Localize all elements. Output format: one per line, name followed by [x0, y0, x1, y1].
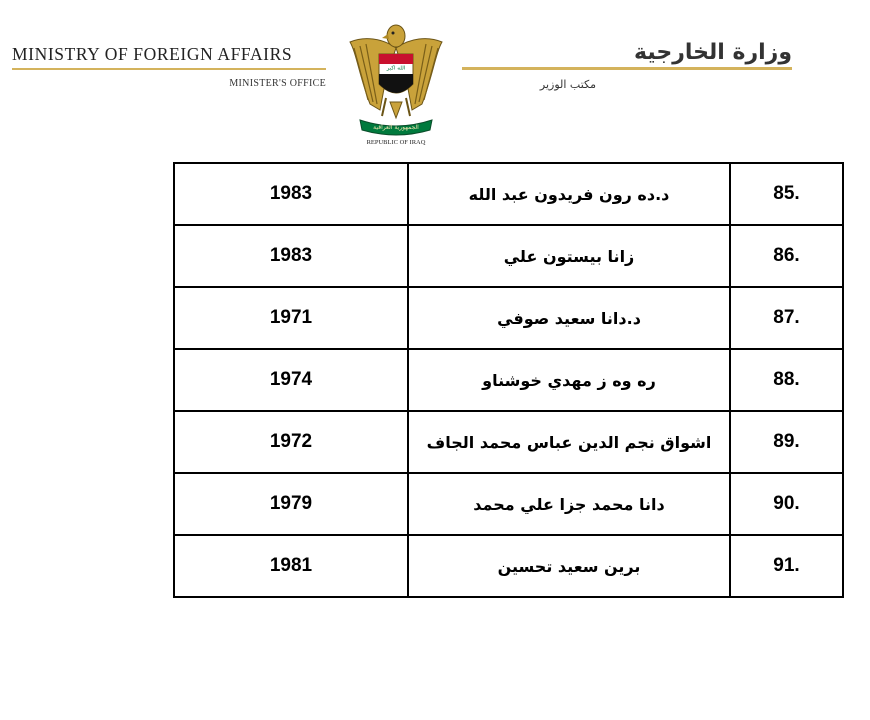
emblem-caption: REPUBLIC OF IRAQ: [366, 139, 426, 146]
number-cell: 86.: [730, 225, 843, 287]
number-cell: 90.: [730, 473, 843, 535]
arabic-heading-rule: [462, 67, 792, 70]
name-cell: زانا بيستون علي: [408, 225, 730, 287]
year-cell: 1974: [174, 349, 408, 411]
english-heading-rule: [12, 68, 326, 70]
number-cell: 89.: [730, 411, 843, 473]
emblem-flag-text: الله اكبر: [386, 65, 406, 72]
ministry-name-arabic: وزارة الخارجية: [634, 40, 792, 65]
year-cell: 1972: [174, 411, 408, 473]
number-cell: 88.: [730, 349, 843, 411]
names-table-body: [174, 163, 843, 597]
table-row: [174, 535, 843, 597]
table-row: [174, 287, 843, 349]
names-table: [173, 162, 844, 598]
name-cell: اشواق نجم الدين عباس محمد الجاف: [408, 411, 730, 473]
name-cell: برين سعيد تحسين: [408, 535, 730, 597]
name-cell: د.دانا سعيد صوفي: [408, 287, 730, 349]
office-name-arabic: مكتب الوزير: [539, 78, 596, 91]
year-cell: 1971: [174, 287, 408, 349]
number-cell: 91.: [730, 535, 843, 597]
name-cell: ره وه ز مهدي خوشناو: [408, 349, 730, 411]
table-row: [174, 411, 843, 473]
arabic-heading: [462, 40, 792, 91]
table-row: [174, 473, 843, 535]
year-cell: 1981: [174, 535, 408, 597]
table-row: [174, 349, 843, 411]
name-cell: د.ده رون فريدون عبد الله: [408, 163, 730, 225]
table-row: [174, 163, 843, 225]
year-cell: 1983: [174, 225, 408, 287]
table-row: [174, 225, 843, 287]
office-name-english: MINISTER'S OFFICE: [229, 78, 326, 89]
iraq-eagle-emblem-icon: [346, 18, 446, 146]
ministry-name-english: MINISTRY OF FOREIGN AFFAIRS: [12, 44, 293, 64]
year-cell: 1979: [174, 473, 408, 535]
english-heading: [12, 44, 326, 89]
year-cell: 1983: [174, 163, 408, 225]
letterhead: [0, 0, 870, 150]
emblem-scroll-text: الجمهورية العراقية: [373, 124, 419, 131]
number-cell: 85.: [730, 163, 843, 225]
name-cell: دانا محمد جزا علي محمد: [408, 473, 730, 535]
number-cell: 87.: [730, 287, 843, 349]
